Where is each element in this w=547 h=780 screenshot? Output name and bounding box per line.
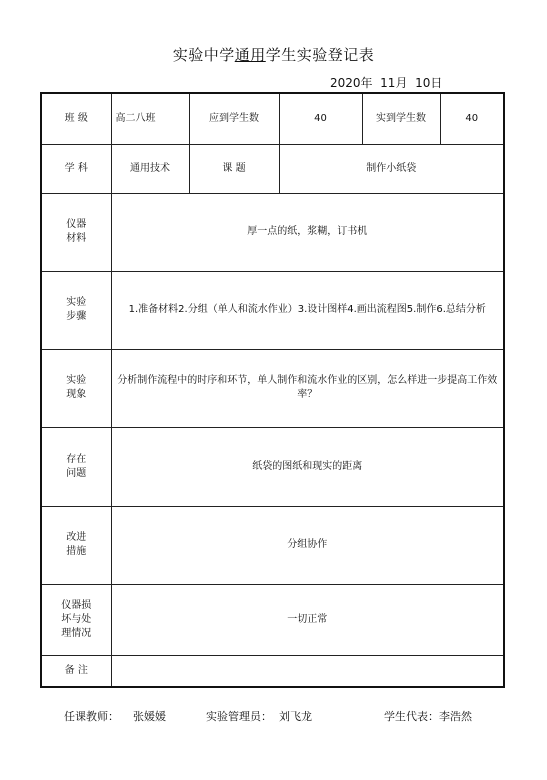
improvements-label: 改进 措施 (41, 506, 111, 584)
steps-label: 实验 步骤 (41, 271, 111, 349)
teacher-label: 任课教师： (64, 710, 119, 723)
improvements-value: 分组协作 (111, 506, 504, 584)
page-title (0, 44, 547, 65)
registration-form-table (40, 92, 505, 688)
problems-label: 存在 问题 (41, 427, 111, 506)
teacher-signature (64, 708, 166, 724)
damage-row (41, 584, 504, 655)
student-signature (384, 708, 472, 724)
student-name: 李浩然 (439, 710, 472, 723)
damage-value: 一切正常 (111, 584, 504, 655)
expected-students-label: 应到学生数 (189, 93, 279, 144)
damage-label: 仪器损 坏与处 理情况 (41, 584, 111, 655)
class-value: 高二八班 (111, 93, 189, 144)
phenomena-label: 实验 现象 (41, 349, 111, 427)
form-date: 2020年 11月 10日 (330, 76, 443, 90)
subject-value: 通用技术 (111, 144, 189, 193)
actual-students-label: 实到学生数 (362, 93, 440, 144)
class-row (41, 93, 504, 144)
class-label: 班 级 (41, 93, 111, 144)
topic-value: 制作小纸袋 (279, 144, 504, 193)
instruments-row (41, 193, 504, 271)
steps-value: 1.准备材料2.分组（单人和流水作业）3.设计图样4.画出流程图5.制作6.总结分析 (111, 271, 504, 349)
topic-label: 课 题 (189, 144, 279, 193)
subject-row (41, 144, 504, 193)
instruments-label: 仪器 材料 (41, 193, 111, 271)
problems-row (41, 427, 504, 506)
student-label: 学生代表： (384, 710, 439, 723)
steps-row (41, 271, 504, 349)
subject-label: 学 科 (41, 144, 111, 193)
improvements-row (41, 506, 504, 584)
admin-signature (206, 708, 312, 724)
remarks-row (41, 655, 504, 687)
title-underlined-word: 通用 (234, 46, 266, 64)
phenomena-value: 分析制作流程中的时序和环节，单人制作和流水作业的区别，怎么样进一步提高工作效率？ (111, 349, 504, 427)
actual-students-value: 40 (440, 93, 504, 144)
teacher-name: 张媛媛 (133, 710, 166, 723)
remarks-label: 备 注 (41, 655, 111, 687)
phenomena-row (41, 349, 504, 427)
admin-label: 实验管理员： (206, 710, 272, 723)
admin-name: 刘飞龙 (279, 710, 312, 723)
problems-value: 纸袋的图纸和现实的距离 (111, 427, 504, 506)
expected-students-value: 40 (279, 93, 362, 144)
title-suffix: 学生实验登记表 (265, 46, 375, 64)
instruments-value: 厚一点的纸，浆糊，订书机 (111, 193, 504, 271)
remarks-value (111, 655, 504, 687)
title-prefix: 实验中学 (172, 46, 235, 64)
